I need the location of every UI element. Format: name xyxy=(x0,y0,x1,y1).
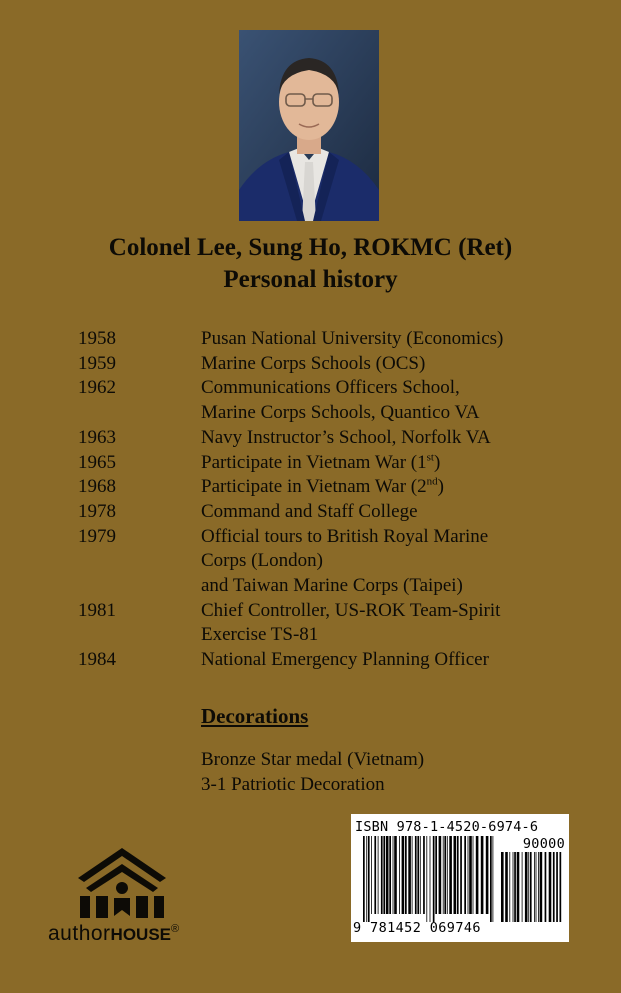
history-line-text: Marine Corps Schools (OCS) xyxy=(201,352,426,374)
history-description xyxy=(201,648,598,673)
history-line-text: Chief Controller, US-ROK Team-Spirit xyxy=(201,599,501,621)
history-line-text: Participate in Vietnam War (1 xyxy=(201,451,427,473)
history-year: 1962 xyxy=(78,377,116,399)
history-line-text: Exercise TS-81 xyxy=(201,624,319,646)
history-line xyxy=(201,623,598,648)
history-line xyxy=(201,376,598,401)
history-year: 1984 xyxy=(78,649,116,671)
history-line xyxy=(201,599,598,624)
history-line xyxy=(201,327,598,352)
personal-history-list xyxy=(78,327,598,673)
barcode-addon-bars-icon xyxy=(501,852,563,922)
history-row xyxy=(78,327,598,352)
history-year: 1959 xyxy=(78,352,116,374)
history-year: 1979 xyxy=(78,525,116,547)
history-year: 1978 xyxy=(78,500,116,522)
history-line-text: National Emergency Planning Officer xyxy=(201,649,489,671)
history-description xyxy=(201,475,598,500)
history-description xyxy=(201,376,598,425)
history-row xyxy=(78,451,598,476)
title-subtitle: Personal history xyxy=(223,266,398,293)
history-row xyxy=(78,426,598,451)
history-year: 1958 xyxy=(78,328,116,349)
history-year: 1965 xyxy=(78,451,116,473)
price-code: 90000 xyxy=(522,836,565,852)
history-line-text: Official tours to British Royal Marine xyxy=(201,525,489,547)
history-line xyxy=(201,352,598,377)
history-line xyxy=(201,500,598,525)
history-description xyxy=(201,352,598,377)
registered-mark: ® xyxy=(171,923,180,935)
history-row xyxy=(78,648,598,673)
ordinal-suffix: st xyxy=(426,451,434,464)
history-row xyxy=(78,525,598,599)
closing-paren: ) xyxy=(433,451,441,473)
decorations-heading: Decorations xyxy=(201,704,309,728)
history-line-text: Navy Instructor’s School, Norfolk VA xyxy=(201,426,491,448)
history-line-text: Communications Officers School, xyxy=(201,377,460,399)
decorations-list xyxy=(201,747,424,797)
history-line xyxy=(201,525,598,550)
history-line-text: Command and Staff College xyxy=(201,500,418,522)
isbn-barcode xyxy=(351,814,569,942)
history-line xyxy=(201,451,598,476)
closing-paren: ) xyxy=(437,476,444,498)
history-description xyxy=(201,500,598,525)
history-description xyxy=(201,451,598,476)
history-row xyxy=(78,352,598,377)
history-line-text: Participate in Vietnam War (2 xyxy=(201,476,427,498)
history-row xyxy=(78,475,598,500)
history-line-text: Marine Corps Schools, Quantico VA xyxy=(201,402,480,424)
history-year: 1968 xyxy=(78,476,116,498)
history-line xyxy=(201,401,598,426)
decoration-item: 3-1 Patriotic Decoration xyxy=(201,774,385,795)
history-line xyxy=(201,574,598,599)
history-line-text: Corps (London) xyxy=(201,550,323,572)
ordinal-suffix: nd xyxy=(426,475,438,488)
history-line xyxy=(201,426,598,451)
history-row xyxy=(78,599,598,648)
history-description xyxy=(201,599,598,648)
wordmark-author: author xyxy=(48,922,111,945)
title-name: Colonel Lee, Sung Ho, ROKMC (Ret) xyxy=(108,234,513,261)
history-description xyxy=(201,426,598,451)
barcode-bars-icon xyxy=(363,836,495,922)
history-line-text: and Taiwan Marine Corps (Taipei) xyxy=(201,575,463,597)
history-line xyxy=(201,475,598,500)
history-line-text: Pusan National University (Economics) xyxy=(201,328,504,349)
author-photo xyxy=(239,30,379,221)
history-line xyxy=(201,648,598,673)
history-row xyxy=(78,500,598,525)
history-description xyxy=(201,327,598,352)
publisher-wordmark xyxy=(48,922,180,946)
decoration-item: Bronze Star medal (Vietnam) xyxy=(201,749,425,770)
history-line xyxy=(201,549,598,574)
ean-digits: 9 781452 069746 xyxy=(353,920,481,936)
history-year: 1963 xyxy=(78,426,116,448)
portrait-photo xyxy=(239,30,379,221)
isbn-text: ISBN 978-1-4520-6974-6 xyxy=(355,819,539,835)
history-year: 1981 xyxy=(78,599,116,621)
wordmark-house: HOUSE xyxy=(110,925,172,944)
history-description xyxy=(201,525,598,599)
history-row xyxy=(78,376,598,425)
